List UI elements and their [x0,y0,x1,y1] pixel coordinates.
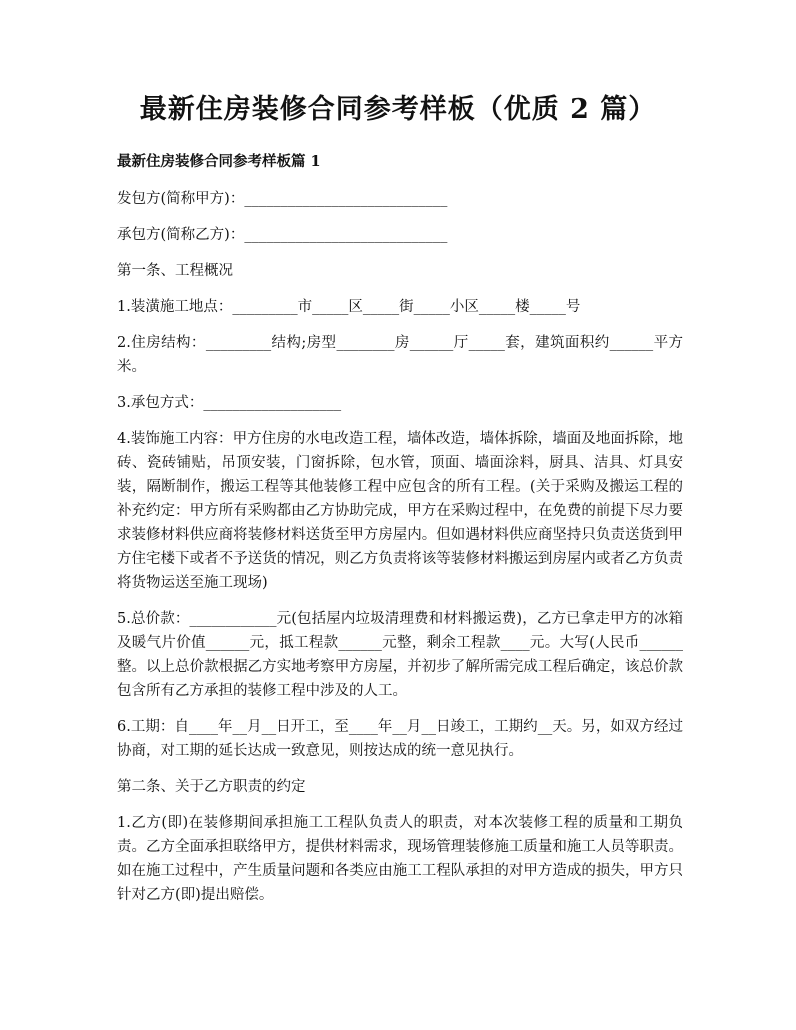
article-1-heading: 第一条、工程概况 [117,263,233,279]
article-2-clause-1: 1.乙方(即)在装修期间承担施工工程队负责人的职责，对本次装修工程的质量和工期负责。乙方全面承担联络甲方，提供材料需求，现场管理装修施工质量和施工人员等职责。如在施工过程中，产生质量问题和各类应由施工工程队承担的对甲方造成的损失，甲方只针对乙方(即)提出赔偿。 [117,815,683,903]
party-b-line: 承包方(简称乙方)：____________________________ [117,227,448,243]
clause-2-structure: 2.住房结构：_________结构;房型________房______厅_____套，建筑面积约______平方米。 [117,335,683,375]
article-2-heading: 第二条、关于乙方职责的约定 [117,779,306,795]
document-title: 最新住房装修合同参考样板（优质 2 篇） [139,94,657,125]
party-a-line: 发包方(简称甲方)：____________________________ [117,191,448,207]
section-heading: 最新住房装修合同参考样板篇 1 [117,153,321,170]
clause-4-scope: 4.装饰施工内容：甲方住房的水电改造工程，墙体改造，墙体拆除，墙面及地面拆除，地砖、瓷砖铺贴，吊顶安装，门窗拆除，包水管，顶面、墙面涂料，厨具、洁具、灯具安装，隔断制作，搬运工程等其他装修工程中应包含的所有工程。(关于采购及搬运工程的补充约定：甲方所有采购都由乙方协助完成，甲方在采购过程中，在免费的前提下尽力要求装修材料供应商将装修材料送货至甲方房屋内。但如遇材料供应商坚持只负责送货到甲方住宅楼下或者不予送货的情况，则乙方负责将该等装修材料搬运到房屋内或者乙方负责将货物运送至施工现场) [117,431,683,591]
clause-1-location: 1.装潢施工地点：_________市_____区_____街_____小区_____楼_____号 [117,299,581,315]
clause-5-total-price: 5.总价款：____________元(包括屋内垃圾清理费和材料搬运费)，乙方已拿走甲方的冰箱及暖气片价值______元，抵工程款______元整，剩余工程款____元。大写(人民币______整。以上总价款根据乙方实地考察甲方房屋，并初步了解所需完成工程后确定，该总价款包含所有乙方承担的装修工程中涉及的人工。 [117,611,683,699]
document-body [117,150,683,919]
clause-6-duration: 6.工期：自____年__月__日开工，至____年__月__日竣工，工期约__天。另，如双方经过协商，对工期的延长达成一致意见，则按达成的统一意见执行。 [117,719,683,759]
clause-3-contract-mode: 3.承包方式：___________________ [117,395,342,411]
